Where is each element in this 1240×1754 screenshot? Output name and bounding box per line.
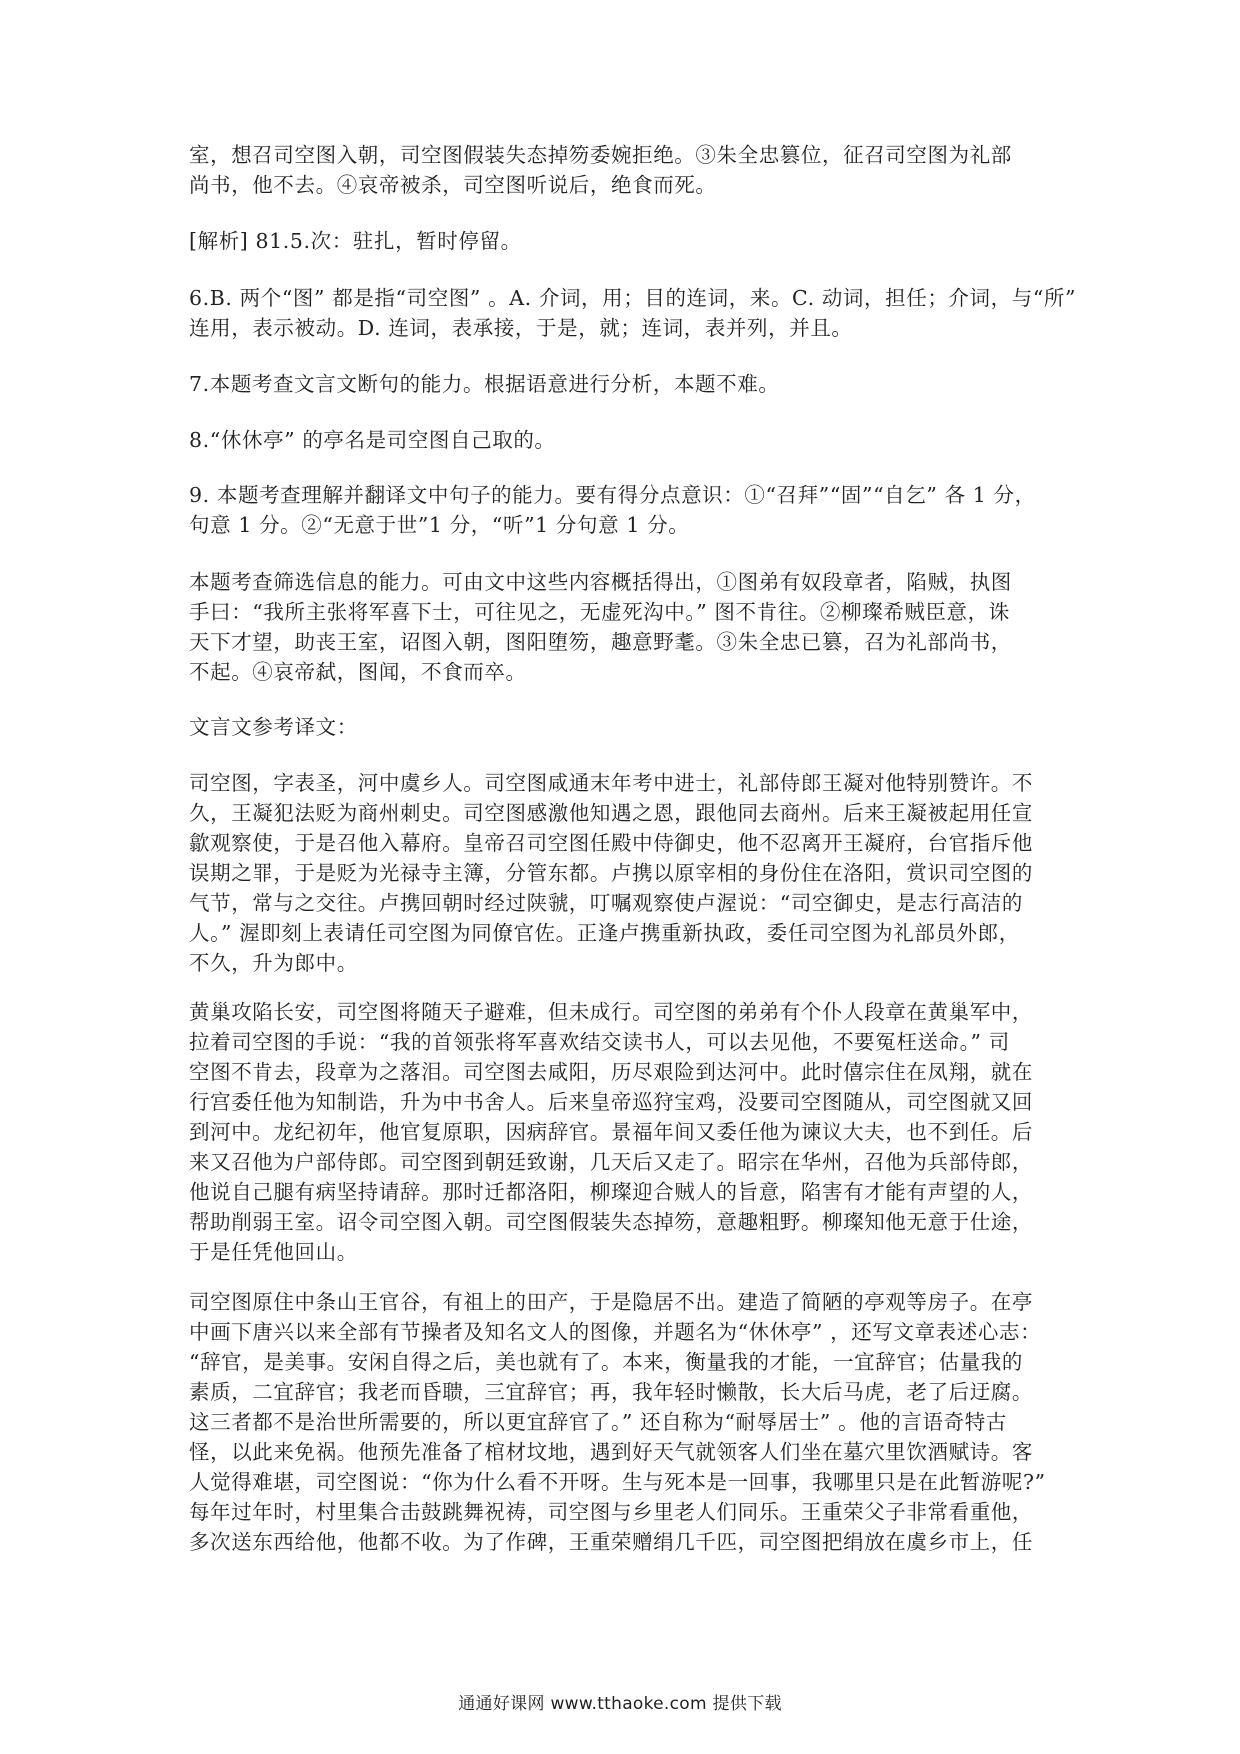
text-line: 不久，升为郎中。 (189, 951, 358, 975)
text-line: 人觉得难堪，司空图说：“你为什么看不开呀。生与死本是一回事，我哪里只是在此暂游呢?” (189, 1470, 1046, 1494)
text-line: 素质，二宜辞官；我老而昏聩，三宜辞官；再，我年轻时懒散，长大后马虎，老了后迂腐。 (189, 1380, 1033, 1404)
text-line: 这三者都不是治世所需要的，所以更宜辞官了。” 还自称为“耐辱居士” 。他的言语奇特古 (189, 1410, 1007, 1434)
text-line: 来又召他为户部侍郎。司空图到朝廷致谢，几天后又走了。昭宗在华州，召他为兵部侍郎， (189, 1150, 1033, 1174)
text-line: 司空图，字表圣，河中虞乡人。司空图咸通末年考中进士，礼部侍郎王凝对他特别赞许。不 (189, 771, 1033, 795)
text-line: 6.B. 两个“图” 都是指“司空图” 。A. 介词，用；目的连词，来。C. 动词，担任；介词，与“所” (189, 286, 1077, 310)
text-line: 久，王凝犯法贬为商州刺史。司空图感激他知遇之恩，跟他同去商州。后来王凝被起用任宣 (189, 801, 1033, 825)
paragraph-translation-heading (189, 712, 358, 742)
text-line: 于是任凭他回山。 (189, 1240, 358, 1264)
text-line: 每年过年时，村里集合击鼓跳舞祝祷，司空图与乡里老人们同乐。王重荣父子非常看重他， (189, 1500, 1033, 1524)
text-line: 多次送东西给他，他都不收。为了作碑，王重荣赠绢几千匹，司空图把绢放在虞乡市上，任 (189, 1530, 1033, 1554)
paragraph-translation-3 (189, 1287, 1046, 1557)
paragraph-translation-1 (189, 768, 1033, 978)
text-line: 他说自己腿有病坚持请辞。那时迁都洛阳，柳璨迎合贼人的旨意，陷害有才能有声望的人， (189, 1180, 1033, 1204)
text-line: 到河中。龙纪初年，他官复原职，因病辞官。景福年间又委任他为谏议大夫，也不到任。后 (189, 1120, 1033, 1144)
paragraph-answer-9 (189, 480, 1036, 540)
text-line: 怪，以此来免祸。他预先准备了棺材坟地，遇到好天气就领客人们坐在墓穴里饮酒赋诗。客 (189, 1440, 1033, 1464)
paragraph-analysis-5 (189, 226, 522, 256)
text-line: 不起。④哀帝弑，图闻，不食而卒。 (189, 660, 527, 684)
text-line: 天下才望，助丧王室，诏图入朝，图阳堕笏，趣意野耄。③朱全忠已篡，召为礼部尚书， (189, 630, 1012, 654)
text-line: 司空图原住中条山王官谷，有祖上的田产，于是隐居不出。建造了简陋的亭观等房子。在亭 (189, 1290, 1033, 1314)
text-line: 9. 本题考查理解并翻译文中句子的能力。要有得分点意识：①“召拜”“固”“自乞” 各 1 分， (189, 483, 1036, 507)
text-line: 7.本题考查文言文断句的能力。根据语意进行分析，本题不难。 (189, 372, 780, 396)
paragraph-translation-2 (189, 997, 1033, 1267)
text-line: 本题考查筛选信息的能力。可由文中这些内容概括得出，①图弟有奴段章者，陷贼，执图 (189, 570, 1012, 594)
text-line: [解析] 81.5.次：驻扎，暂时停留。 (189, 229, 522, 253)
text-line: 句意 1 分。②“无意于世”1 分，“听”1 分句意 1 分。 (189, 513, 690, 537)
text-line: 气节，常与之交往。卢携回朝时经过陕虢，叮嘱观察使卢渥说：“司空御史，是志行高洁的 (189, 891, 1023, 915)
text-line: 误期之罪，于是贬为光禄寺主簿，分管东都。卢携以原宰相的身份住在洛阳，赏识司空图的 (189, 861, 1033, 885)
text-line: 拉着司空图的手说：“我的首领张将军喜欢结交读书人，可以去见他，不要冤枉送命。” 司 (189, 1030, 1010, 1054)
paragraph-answer-7 (189, 369, 779, 399)
text-line: 歙观察使，于是召他入幕府。皇帝召司空图任殿中侍御史，他不忍离开王凝府，台官指斥他 (189, 831, 1033, 855)
text-line: 8.“休休亭” 的亭名是司空图自己取的。 (189, 428, 556, 452)
text-line: 帮助削弱王室。诏令司空图入朝。司空图假装失态掉笏，意趣粗野。柳璨知他无意于仕途， (189, 1210, 1033, 1234)
text-line: “辞官，是美事。安闲自得之后，美也就有了。本来，衡量我的才能，一宜辞官；估量我的 (189, 1350, 1023, 1374)
text-line: 尚书，他不去。④哀帝被杀，司空图听说后，绝食而死。 (189, 173, 717, 197)
page-footer: 通通好课网 www.tthaoke.com 提供下载 (458, 1694, 782, 1714)
paragraph-answer-10 (189, 567, 1012, 687)
text-line: 连用，表示被动。D. 连词，表承接，于是，就；连词，表并列，并且。 (189, 316, 853, 340)
text-line: 黄巢攻陷长安，司空图将随天子避难，但未成行。司空图的弟弟有个仆人段章在黄巢军中， (189, 1000, 1033, 1024)
paragraph-answer-8 (189, 425, 556, 455)
text-line: 行宫委任他为知制诰，升为中书舍人。后来皇帝巡狩宝鸡，没要司空图随从，司空图就又回 (189, 1090, 1033, 1114)
text-line: 室，想召司空图入朝，司空图假装失态掉笏委婉拒绝。③朱全忠篡位，征召司空图为礼部 (189, 143, 1012, 167)
text-line: 中画下唐兴以来全部有节操者及知名文人的图像，并题名为“休休亭” ，还写文章表述心志： (189, 1320, 1042, 1344)
paragraph-summary-continued (189, 140, 1012, 200)
paragraph-answer-6 (189, 283, 1076, 343)
text-line: 空图不肯去，段章为之落泪。司空图去咸阳，历尽艰险到达河中。此时僖宗住在凤翔，就在 (189, 1060, 1033, 1084)
text-line: 文言文参考译文： (189, 715, 358, 739)
text-line: 手曰：“我所主张将军喜下士，可往见之，无虚死沟中。” 图不肯往。②柳璨希贼臣意，诛 (189, 600, 1010, 624)
text-line: 人。” 渥即刻上表请任司空图为同僚官佐。正逢卢携重新执政，委任司空图为礼部员外郎， (189, 921, 1020, 945)
